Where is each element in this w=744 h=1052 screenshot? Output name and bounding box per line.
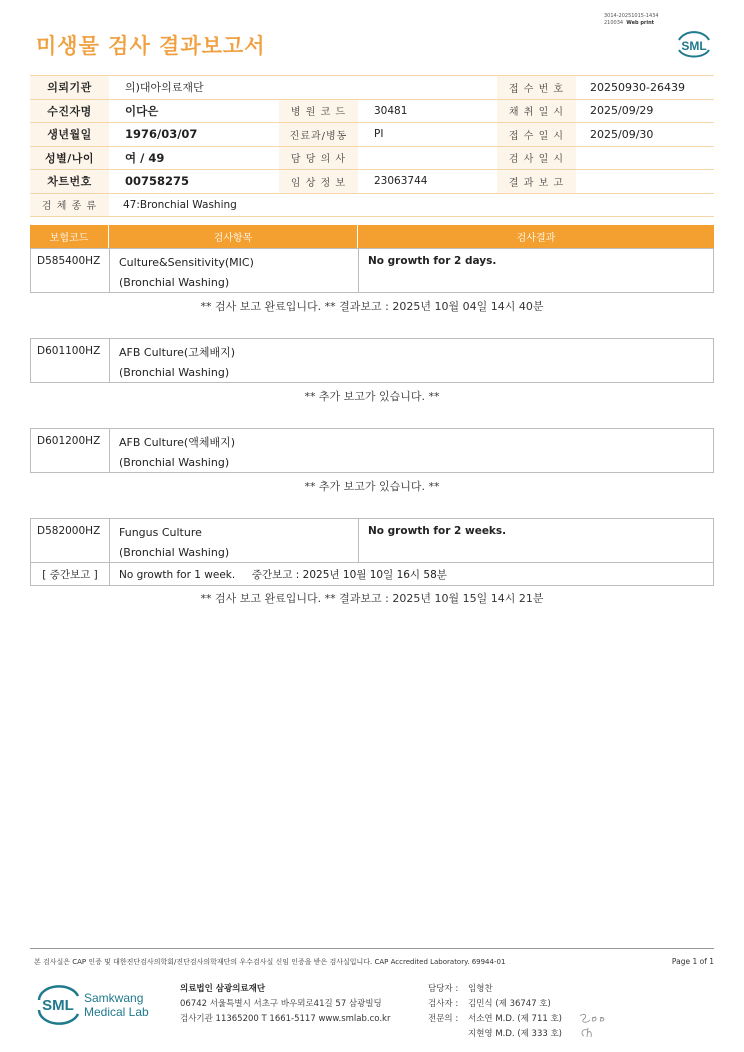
staff-block [428,982,562,1042]
staff-label: 담당자 : [428,984,459,994]
sml-logo-icon [674,26,714,62]
clinical-value: 23063744 [358,170,497,194]
web-print-label: Web print [626,20,655,26]
test-date-value [576,146,714,170]
signature-icon [576,1010,612,1040]
staff-row [428,1012,562,1027]
results-header [30,225,714,248]
staff-name: 김민식 (제 36747 호) [468,999,551,1009]
info-row [30,170,714,194]
interim-report-row [30,563,714,586]
test-result: No growth for 2 weeks. [368,525,507,537]
logo-line-2: Medical Lab [84,1005,149,1019]
receipt-no-label: 접 수 번 호 [497,76,576,100]
result-row [30,338,714,383]
test-specimen: (Bronchial Washing) [119,456,230,469]
receipt-no-value: 20250930-26439 [576,76,714,100]
staff-label: 전문의 : [428,1014,459,1024]
patient-label: 수진자명 [30,99,109,123]
specimen-value: 47:Bronchial Washing [109,193,714,217]
hospital-code-label: 병 원 코 드 [279,99,358,123]
staff-label [428,1027,468,1042]
logo-line-1: Samkwang [84,991,144,1005]
test-name: AFB Culture(액체배지) [119,436,236,449]
patient-info-table [30,75,714,217]
result-row [30,248,714,293]
doc-code-line-2: 210034 [604,20,624,26]
samkwang-logo-icon [36,980,160,1028]
insurance-code: D601100HZ [31,339,110,382]
collect-date-value: 2025/09/29 [576,99,714,123]
address: 06742 서울특별시 서초구 바우뫼로41길 57 삼광빌딩 [180,999,382,1009]
report-status-note: ** 검사 보고 완료입니다. ** 결과보고 : 2025년 10월 04일 14시 40분 [200,300,544,313]
report-value [576,170,714,194]
patient-value: 이다은 [109,99,279,123]
lab-address-block [180,982,390,1027]
page-title: 미생물 검사 결과보고서 [36,34,266,58]
org-name: 의료법인 삼광의료재단 [180,984,266,994]
insurance-code: D601200HZ [31,429,110,472]
hospital-code-value: 30481 [358,99,497,123]
staff-name: 지현영 M.D. (제 333 호) [468,1029,563,1039]
requester-value: 의)대아의료재단 [109,76,497,100]
requester-label: 의뢰기관 [30,76,109,100]
interim-label: [ 중간보고 ] [31,563,110,585]
certification-note: 본 검사실은 CAP 인증 및 대한진단검사의학회/진단검사의학재단의 우수검사실 신임 인증을 받은 검사실입니다. CAP Accredited Laboratory. 69944-01 [34,958,506,966]
sex-age-label: 성별/나이 [30,146,109,170]
col-code-header: 보험코드 [30,225,109,248]
dept-value: PI [358,123,497,147]
collect-date-label: 채 취 일 시 [497,99,576,123]
chart-value: 00758275 [109,170,279,194]
receipt-date-value: 2025/09/30 [576,123,714,147]
doc-code-line-1: 3014-20251015-1434 [604,13,659,19]
test-name: Fungus Culture [119,526,202,539]
clinical-label: 임 상 정 보 [279,170,358,194]
staff-row [428,1027,562,1042]
col-item-header: 검사항목 [109,225,358,248]
sex-age-value: 여 / 49 [109,146,279,170]
document-code [604,13,659,27]
staff-name: 서소연 M.D. (제 711 호) [468,1014,563,1024]
report-status-note: ** 검사 보고 완료입니다. ** 결과보고 : 2025년 10월 15일 14시 21분 [200,592,544,605]
info-row [30,123,714,147]
report-status-note: ** 추가 보고가 있습니다. ** [304,390,440,403]
result-row [30,428,714,473]
doctor-label: 담 당 의 사 [279,146,358,170]
receipt-date-label: 접 수 일 시 [497,123,576,147]
sml-logo-text: SML [681,39,707,53]
col-result-header: 검사결과 [516,233,556,244]
staff-label: 검사자 : [428,999,459,1009]
specimen-label: 검 체 종 류 [30,193,109,217]
info-row [30,146,714,170]
dept-label: 진료과/병동 [279,123,358,147]
footer-divider [30,948,714,949]
staff-name: 임형찬 [468,984,493,994]
birth-label: 생년월일 [30,123,109,147]
staff-row [428,982,562,997]
report-label: 결 과 보 고 [497,170,576,194]
test-name: AFB Culture(고체배지) [119,346,236,359]
contact: 검사기관 11365200 T 1661-5117 www.smlab.co.kr [180,1014,391,1024]
result-row [30,518,714,563]
test-date-label: 검 사 일 시 [497,146,576,170]
insurance-code: D585400HZ [31,249,110,292]
birth-value: 1976/03/07 [109,123,279,147]
test-result: No growth for 2 days. [368,255,497,267]
report-status-note: ** 추가 보고가 있습니다. ** [304,480,440,493]
info-row [30,99,714,123]
test-specimen: (Bronchial Washing) [119,276,230,289]
info-row [30,193,714,217]
staff-row [428,997,562,1012]
test-specimen: (Bronchial Washing) [119,366,230,379]
page-number: Page 1 of 1 [671,957,714,966]
chart-label: 차트번호 [30,170,109,194]
doctor-value [358,146,497,170]
test-specimen: (Bronchial Washing) [119,546,230,559]
insurance-code: D582000HZ [31,519,110,562]
interim-text: No growth for 1 week. 중간보고 : 2025년 10월 10일 16시 58분 [119,568,447,581]
test-name: Culture&Sensitivity(MIC) [119,256,254,269]
sml-logo-text: SML [42,997,74,1014]
info-row [30,76,714,100]
